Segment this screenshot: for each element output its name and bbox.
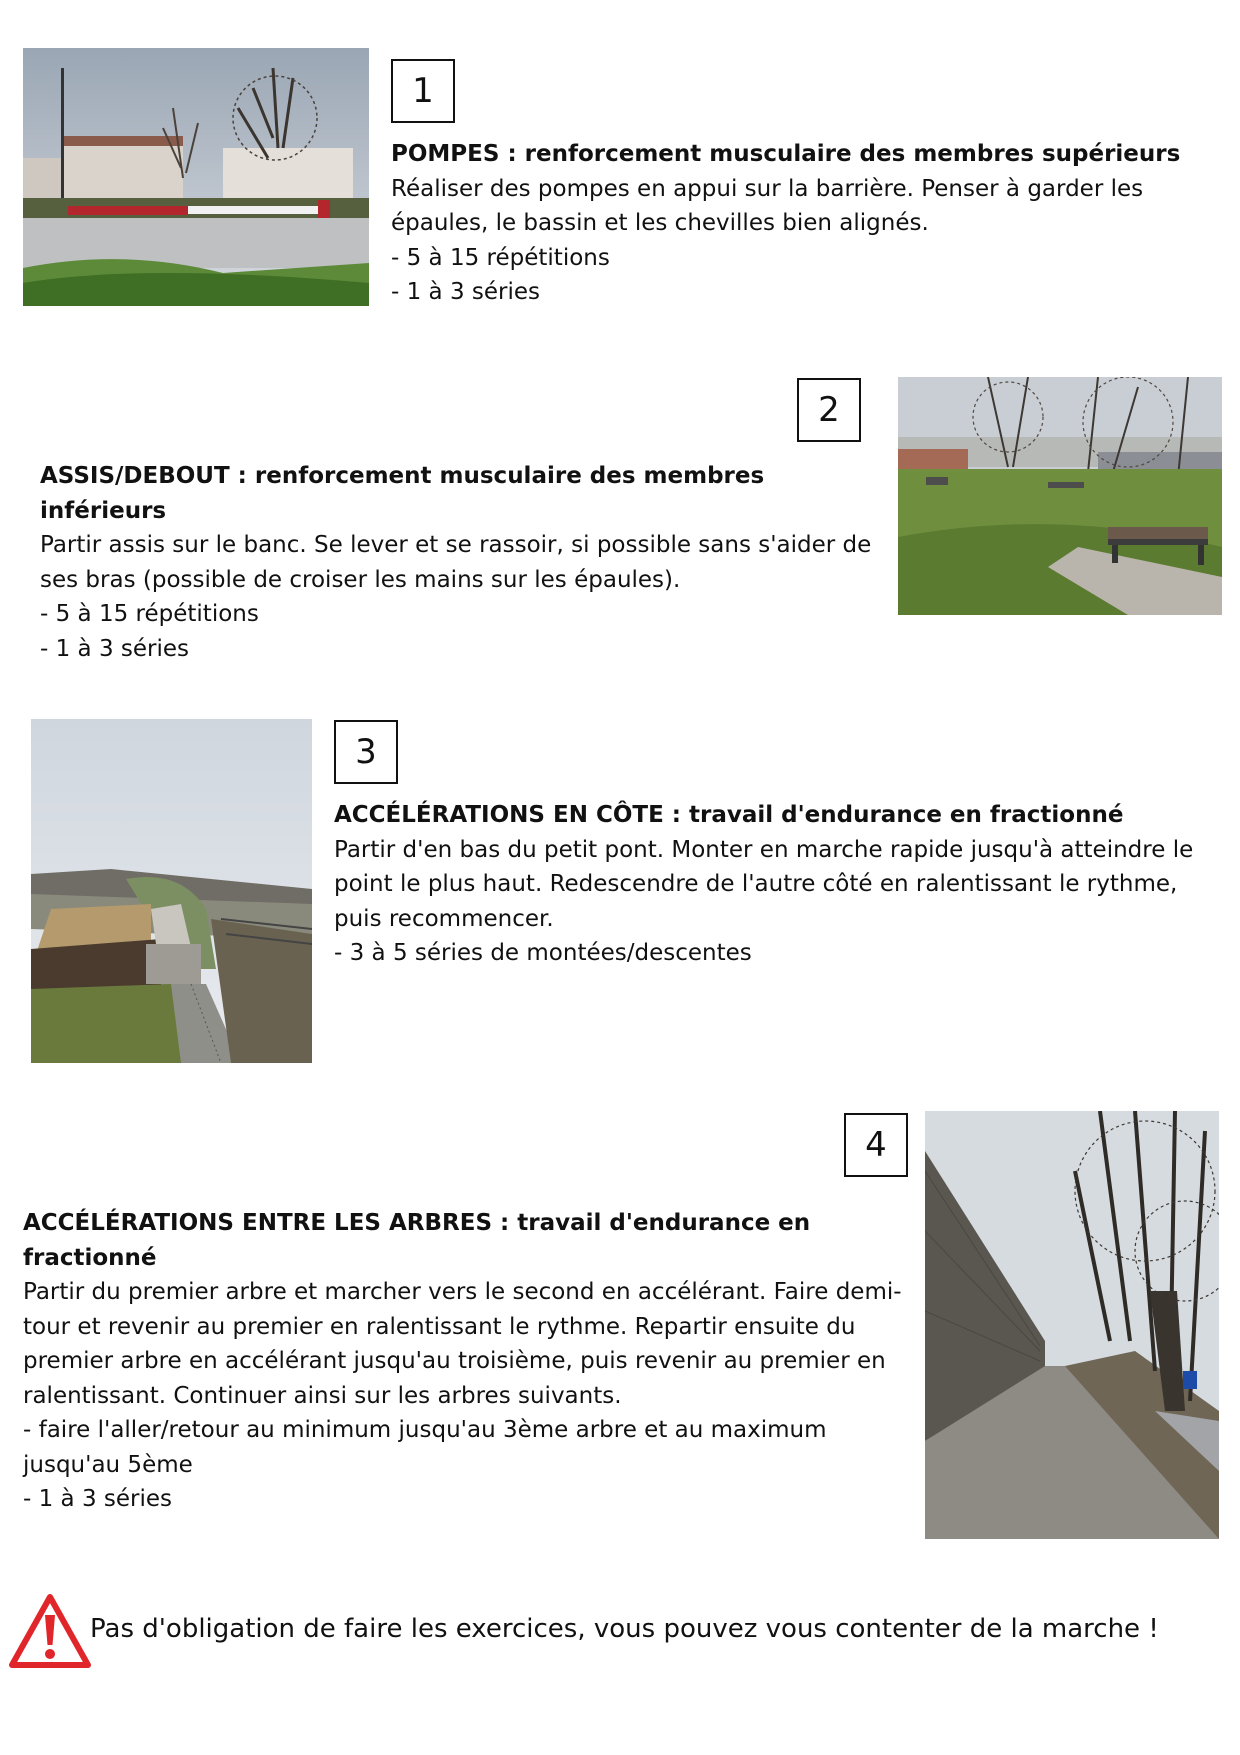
- exercise-line: - 1 à 3 séries: [391, 279, 541, 305]
- exercise-line: épaules, le bassin et les chevilles bien alignés.: [391, 210, 929, 236]
- exercise-line: - faire l'aller/retour au minimum jusqu'au 3ème arbre et au maximum: [23, 1417, 827, 1443]
- exercise-number-box: 2: [797, 378, 861, 442]
- exercise-line: ses bras (possible de croiser les mains sur les épaules).: [40, 566, 681, 593]
- exercise-line: puis recommencer.: [334, 905, 554, 932]
- exercise-line: jusqu'au 5ème: [23, 1451, 193, 1478]
- exercise-line: - 3 à 5 séries de montées/descentes: [334, 940, 752, 966]
- exercise-line: premier arbre en accélérant jusqu'au troisième, puis revenir au premier en: [23, 1348, 886, 1374]
- warning-triangle-icon: [8, 1593, 92, 1669]
- exercise-title: ASSIS/DEBOUT : renforcement musculaire des membres inférieurs: [40, 463, 765, 524]
- exercise-line: ralentissant. Continuer ainsi sur les arbres suivants.: [23, 1382, 622, 1409]
- exercise-line: Partir d'en bas du petit pont. Monter en marche rapide jusqu'à atteindre le: [334, 836, 1194, 863]
- exercise-line: - 5 à 15 répétitions: [40, 601, 259, 627]
- exercise-line: point le plus haut. Redescendre de l'autre côté en ralentissant le rythme,: [334, 871, 1178, 897]
- exercise-line: tour et revenir au premier en ralentissant le rythme. Repartir ensuite du: [23, 1313, 856, 1340]
- exercise-block: [40, 459, 890, 666]
- exercise-title: ACCÉLÉRATIONS EN CÔTE : travail d'endurance en fractionné: [334, 802, 1124, 828]
- exercise-number-box: 3: [334, 720, 398, 784]
- photo-barrier-exercise-1: [23, 48, 369, 306]
- photo-bench-exercise-2: [898, 377, 1222, 615]
- exercise-number-box: 1: [391, 59, 455, 123]
- exercise-title: POMPES : renforcement musculaire des membres supérieurs: [391, 141, 1181, 167]
- warning-text: Pas d'obligation de faire les exercices, vous pouvez vous contenter de la marche !: [90, 1614, 1159, 1644]
- photo-bridge-exercise-3: [31, 719, 312, 1063]
- exercise-line: Partir du premier arbre et marcher vers le second en accélérant. Faire demi-: [23, 1279, 902, 1305]
- exercise-line: - 5 à 15 répétitions: [391, 244, 610, 271]
- exercise-block: [334, 798, 1214, 971]
- exercise-line: - 1 à 3 séries: [23, 1486, 173, 1512]
- photo-trees-exercise-4: [925, 1111, 1219, 1539]
- exercise-block: [391, 137, 1211, 310]
- exercise-number-box: 4: [844, 1113, 908, 1177]
- warning-note: [8, 1593, 1238, 1673]
- exercise-block: [23, 1206, 923, 1517]
- exercise-title: ACCÉLÉRATIONS ENTRE LES ARBRES : travail d'endurance en fractionné: [23, 1210, 811, 1271]
- exercise-line: Réaliser des pompes en appui sur la barrière. Penser à garder les: [391, 175, 1144, 202]
- exercise-line: Partir assis sur le banc. Se lever et se rassoir, si possible sans s'aider de: [40, 532, 872, 558]
- exercise-line: - 1 à 3 séries: [40, 635, 190, 662]
